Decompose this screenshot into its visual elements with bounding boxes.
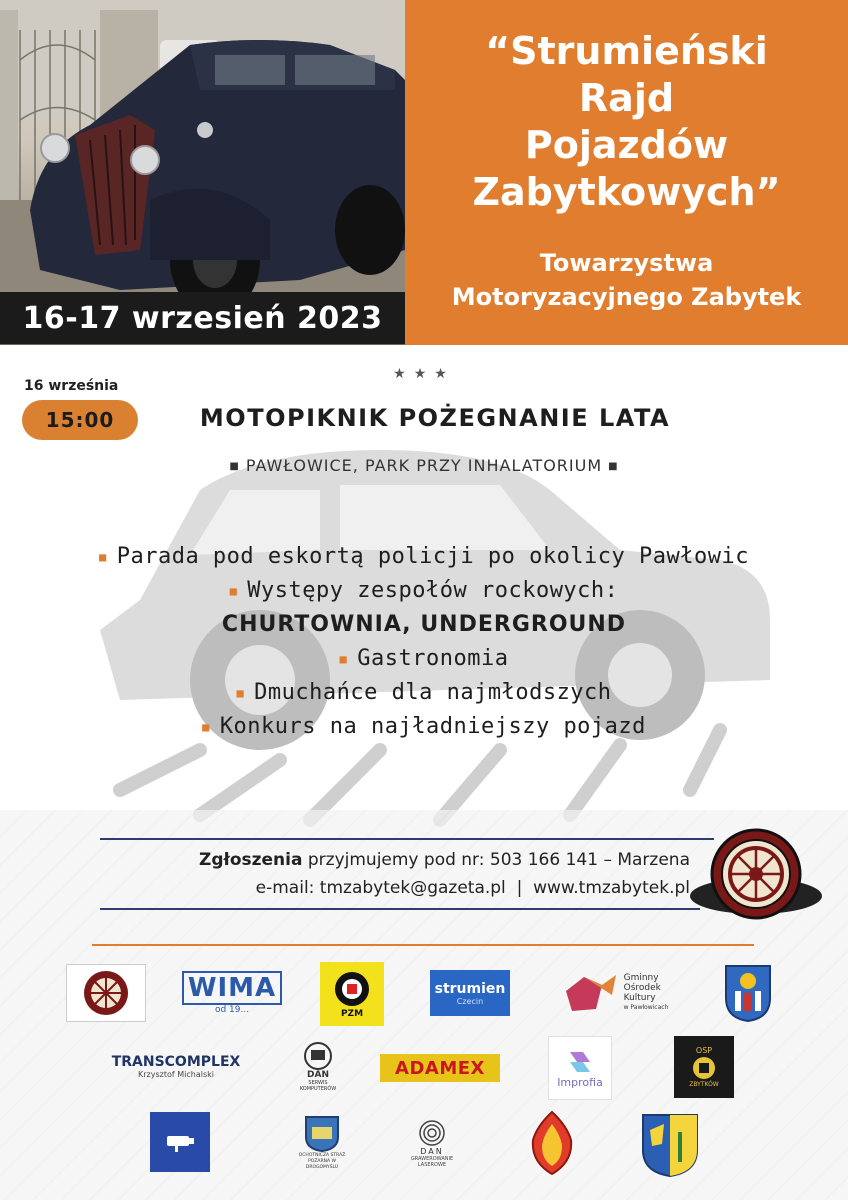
computer-icon [301, 1042, 335, 1070]
bullet-icon: ■ [229, 584, 238, 598]
subtitle-line: Towarzystwa [539, 249, 714, 277]
program-item [0, 710, 848, 744]
sponsor-cctv-logo [150, 1112, 210, 1172]
osp-subtext: ZBYTKÓW [689, 1081, 719, 1088]
dan-subtext: SERWIS KOMPUTERÓW [299, 1080, 337, 1092]
strumien-text: strumien [434, 980, 506, 997]
bullet-icon: ■ [229, 461, 240, 472]
club-wheel-icon [71, 968, 141, 1018]
gok-line: Kultury [623, 993, 656, 1003]
osp-text: OSP [695, 1046, 713, 1055]
osp-drogomysl-text: OCHOTNICZA STRAŻ POŻARNA W DROGOMYŚLU [298, 1153, 346, 1170]
dan-text: DAN [307, 1070, 329, 1080]
title-line: Rajd [578, 76, 675, 120]
mdp-flame-shield-icon [529, 1110, 575, 1176]
dan-engraving-text: DAN [420, 1146, 444, 1156]
sponsor-mdp-logo [528, 1106, 576, 1180]
bullet-icon: ■ [339, 652, 348, 666]
sponsor-tm-zabytek-logo [66, 964, 146, 1022]
subtitle-line: Motoryzacyjnego Zabytek [451, 283, 802, 311]
fire-brigade-emblem-icon [689, 1055, 719, 1081]
title-line: Zabytkowych” [472, 170, 781, 214]
sponsor-strumien-logo [430, 970, 510, 1016]
program-item [0, 676, 848, 710]
title-line: “Strumieński [485, 29, 768, 73]
contact-phone-line [130, 846, 690, 874]
program-item [0, 642, 848, 676]
event-day: 16 września [24, 378, 119, 394]
program-list [0, 540, 848, 744]
event-location [0, 456, 848, 475]
event-location-text: PAWŁOWICE, PARK PRZY INHALATORIUM [245, 456, 603, 475]
program-item [0, 574, 848, 608]
sponsor-osp-zbytkow-logo [674, 1036, 734, 1098]
program-item [0, 540, 848, 574]
security-camera-icon [163, 1130, 197, 1154]
bullet-icon: ■ [98, 550, 107, 564]
divider-line [100, 908, 700, 910]
transcomplex-subtext: Krzysztof Michalski [138, 1069, 214, 1079]
gok-line: Ośrodek [623, 983, 661, 993]
bullet-icon: ■ [236, 686, 245, 700]
club-seal-logo [688, 826, 824, 926]
sponsor-transcomplex-logo [112, 1046, 240, 1086]
coat-of-arms-icon [723, 963, 773, 1023]
engraving-rings-icon [418, 1119, 446, 1147]
pzm-text: PZM [340, 1009, 364, 1019]
adamex-text: ADAMEX [395, 1057, 485, 1079]
sponsor-pawlowice-coat-of-arms [722, 962, 774, 1024]
sponsor-dan-computers-logo [290, 1036, 346, 1098]
sponsor-gok-logo [552, 970, 678, 1016]
contact-info [130, 846, 690, 902]
improfia-icon [565, 1048, 595, 1076]
gok-line: Gminny [623, 973, 659, 983]
program-item-text: Parada pod eskortą policji po okolicy Pawłowic [116, 544, 749, 569]
wima-subtext: od 19... [214, 1005, 250, 1015]
decorative-stars: ★★★ [393, 366, 455, 382]
gok-line: w Pawłowicach [623, 1004, 669, 1011]
organizer-subtitle [452, 246, 802, 314]
sponsor-improfia-logo [548, 1036, 612, 1100]
event-time: 15:00 [45, 408, 115, 432]
program-item-text: Konkurs na najładniejszy pojazd [219, 714, 646, 739]
program-item-text: Gastronomia [357, 646, 509, 671]
event-title: MOTOPIKNIK POŻEGNANIE LATA [199, 404, 671, 432]
program-item-text: Występy zespołów rockowych: [247, 578, 619, 603]
pzm-emblem-icon [329, 969, 375, 1009]
improfia-text: Improfia [557, 1075, 603, 1089]
drogomysl-shield-icon [302, 1113, 342, 1153]
gok-shape-icon [562, 971, 620, 1015]
sponsor-dan-engraving-logo [400, 1112, 464, 1174]
event-date-banner [0, 292, 405, 344]
wima-text: WIMA [182, 971, 282, 1005]
sponsor-gmina-coat-of-arms [638, 1110, 702, 1180]
contact-web-line[interactable]: e-mail: tmzabytek@gazeta.pl | www.tmzabytek.pl [255, 878, 690, 898]
strumien-subtext: Czecin [456, 996, 484, 1006]
transcomplex-text: TRANSCOMPLEX [111, 1053, 241, 1070]
sponsor-adamex-logo [380, 1054, 500, 1082]
divider-line-orange [92, 944, 754, 946]
bullet-icon: ■ [608, 461, 619, 472]
gmina-coat-of-arms-icon [640, 1112, 700, 1178]
event-date: 16-17 wrzesień 2023 [22, 300, 383, 336]
bullet-icon: ■ [202, 720, 210, 734]
event-main-title [472, 28, 780, 216]
contact-phone: przyjmujemy pod nr: 503 166 141 – Marzena [302, 850, 690, 870]
sponsor-pzm-logo [320, 962, 384, 1026]
event-time-badge [22, 400, 138, 440]
sponsor-wima-logo [186, 968, 278, 1018]
dan-engraving-subtext: GRAWEROWANIE LASEROWE [410, 1155, 454, 1168]
sponsor-osp-drogomysl-logo [292, 1110, 352, 1174]
title-panel [405, 0, 848, 345]
divider-line [100, 838, 714, 840]
contact-label: Zgłoszenia [199, 850, 303, 870]
program-item-text: Dmuchańce dla najmłodszych [254, 680, 612, 705]
program-item-bands: CHURTOWNIA, UNDERGROUND [221, 612, 627, 637]
title-line: Pojazdów [524, 123, 729, 167]
gok-text [624, 973, 669, 1013]
